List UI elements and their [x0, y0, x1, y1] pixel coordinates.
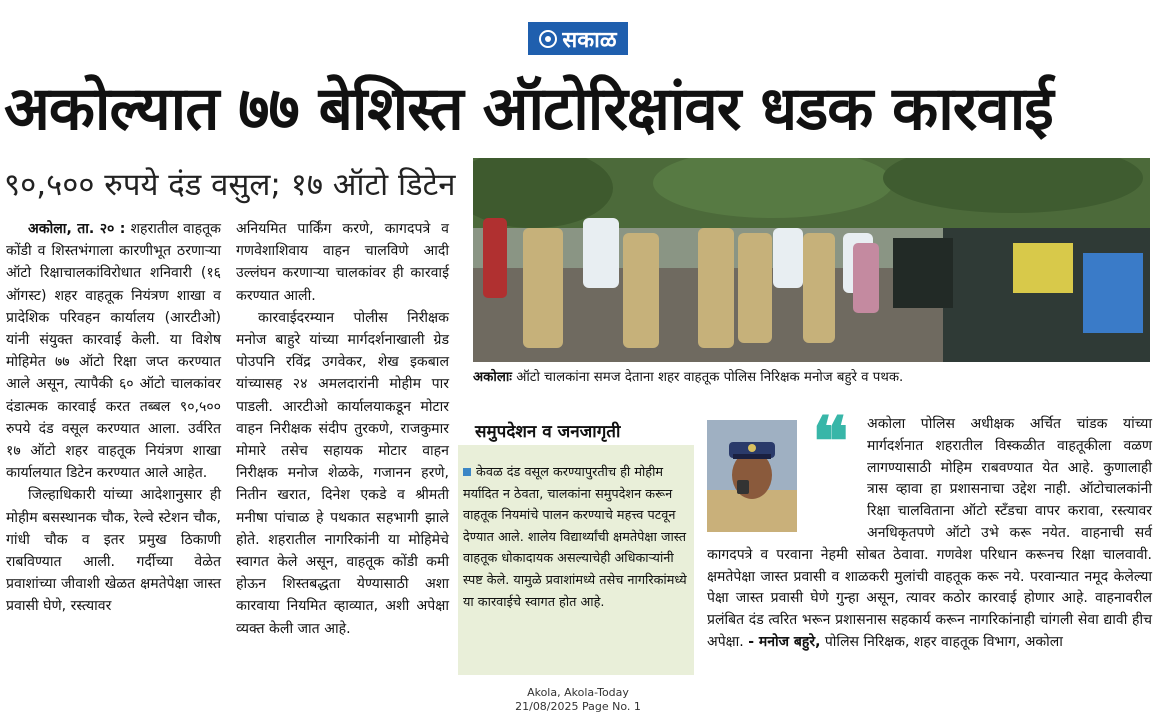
sidebar-text-block [463, 462, 691, 672]
officer-quote [707, 402, 1152, 684]
article-paragraph: जिल्हाधिकारी यांच्या आदेशानुसार ही मोहीम बसस्थानक चौक, रेल्वे स्टेशन चौक, गांधी चौक व इतर प्रमुख ठिकाणी राबविण्यात आली. गर्दीच्या वेळेत प्रवाशांच्या जीवाशी खेळत क्षमतेपेक्षा जास्त प्रवासी घेणे, रस्त्यावर [6, 487, 221, 615]
caption-text: ऑटो चालकांना समज देताना शहर वाहतूक पोलिस निरिक्षक मनोज बहुरे व पथक. [516, 370, 904, 385]
newspaper-logo [528, 22, 628, 55]
quote-signature-title: पोलिस निरिक्षक, शहर वाहतूक विभाग, अकोला [824, 633, 1063, 650]
caption-place: अकोलाः [473, 370, 512, 385]
headline: अकोल्यात ७७ बेशिस्त ऑटोरिक्षांवर धडक कारवाई [4, 74, 1053, 144]
quote-text: अकोला पोलिस अधीक्षक अर्चित चांडक यांच्या मार्गदर्शनात शहरातील विस्कळीत वाहतूकीला वळण लागण्यासाठी मोहिम राबवण्यात येत आहे. कुणालाही त्रास व्हावा हा प्रशासनाचा उद्देश नाही. ऑटोचालकांनी रिक्षा चालविताना ऑटो स्टॅंडचा वापर करावा, रस्त्यावर अनधिकृतपणे ऑटो उभे करू नयेत. वाहनाची सर्व कागदपत्रे व परवाना नेहमी सोबत ठेवावा. गणवेश परिधान करूनच रिक्षा चालवावी. क्षमतेपेक्षा जास्त प्रवासी व शाळकरी मुलांची वाहतूक करू नये. परवान्यात नमूद केलेल्या पेक्षा जास्त प्रवासी घेणे गुन्हा असून, त्यावर कठोर कारवाई होणार आहे. वाहनावरील प्रलंबित दंड त्वरित भरून प्रशासनास सहकार्य करून नागरिकांनाही चांगली सेवा द्यावी हीच अपेक्षा. [707, 416, 1152, 650]
sidebar-title: समुपदेशन व जनजागृती [475, 422, 621, 442]
logo-text: सकाळ [562, 27, 617, 53]
subheadline: ९०,५०० रुपये दंड वसुल; १७ ऑटो डिटेन [4, 167, 456, 203]
page-footer [478, 686, 678, 714]
quote-signature-name: - मनोज बहुरे, [748, 633, 821, 650]
bullet-square-icon [463, 468, 471, 476]
logo-emblem-icon [539, 30, 557, 48]
article-paragraph: अनियमित पार्किंग करणे, कागदपत्रे व गणवेशाशिवाय वाहन चालविणे आदी उल्लंघन करणाऱ्या चालकांवर ही कारवाई करण्यात आली. [236, 221, 449, 304]
article-paragraph: कारवाईदरम्यान पोलीस निरीक्षक मनोज बाहुरे यांच्या मार्गदर्शनाखाली ग्रेड पोउपनि रविंद्र उगवेकर, शेख इकबाल यांच्यासह २४ अमलदारांनी मोहीम पार पाडली. आरटीओ कार्यालयाकडून मोटार वाहन निरीक्षक संदीप तुरकणे, राजकुमार मोमारे तसेच सहायक मोटार वाहन निरीक्षक मनोज शेळके, गजानन हरणे, नितीन खरात, दिनेश एकडे व श्रीमती मनीषा पांचाळ हे पथकात सहभागी झाले होते. शहरातील नागरिकांनी या मोहिमेचे स्वागत केले असून, वाहतूक कोंडी कमी होऊन शिस्तबद्धता येण्यासाठी अशा कारवाया नियमित व्हाव्यात, अशी अपेक्षा व्यक्त केली जात आहे. [236, 309, 449, 637]
photo-caption [473, 367, 1150, 389]
article-column-1 [6, 218, 221, 678]
footer-date-page: 21/08/2025 Page No. 1 [515, 700, 641, 713]
article-column-2 [236, 218, 449, 678]
dateline: अकोला, ता. २० : [28, 221, 126, 237]
news-photo [473, 158, 1150, 362]
article-paragraph: अकोला, ता. २० : शहरातील वाहतूक कोंडी व शिस्तभंगाला कारणीभूत ठरणाऱ्या ऑटो रिक्षाचालकांविरोधात शनिवारी (१६ ऑगस्ट) शहर वाहतूक नियंत्रण शाखा व प्रादेशिक परिवहन कार्यालय (आरटीओ) यांनी संयुक्त कारवाई केली. या विशेष मोहिमेत ७७ ऑटो रिक्षा जप्त करण्यात आले असून, त्यापैकी ६० ऑटो चालकांवर दंडात्मक कारवाई करत तब्बल ९०,५०० रुपये दंड वसूल करण्यात आला. उर्वरित १७ ऑटो शहर वाहतूक नियंत्रण शाखा कार्यालयात डिटेन करण्यात आले आहेत. [6, 221, 222, 482]
sidebar-text: केवळ दंड वसूल करण्यापुरतीच ही मोहीम मर्यादित न ठेवता, चालकांना समुपदेशन करून वाहतूक नियमांचे पालन करण्याचे महत्त्व पटवून देण्यात आले. शालेय विद्यार्थ्यांची क्षमतेपेक्षा जास्त वाहतूक धोकादायक असल्याचेही अधिकाऱ्यांनी स्पष्ट केले. यामुळे प्रवाशांमध्ये तसेच नागरिकांमध्ये या कारवाईचे स्वागत होत आहे. [463, 465, 687, 610]
footer-edition: Akola, Akola-Today [527, 686, 629, 699]
photo-police-with-autorickshaws [473, 158, 1150, 362]
quote-mark-icon: ❝ [812, 402, 849, 482]
